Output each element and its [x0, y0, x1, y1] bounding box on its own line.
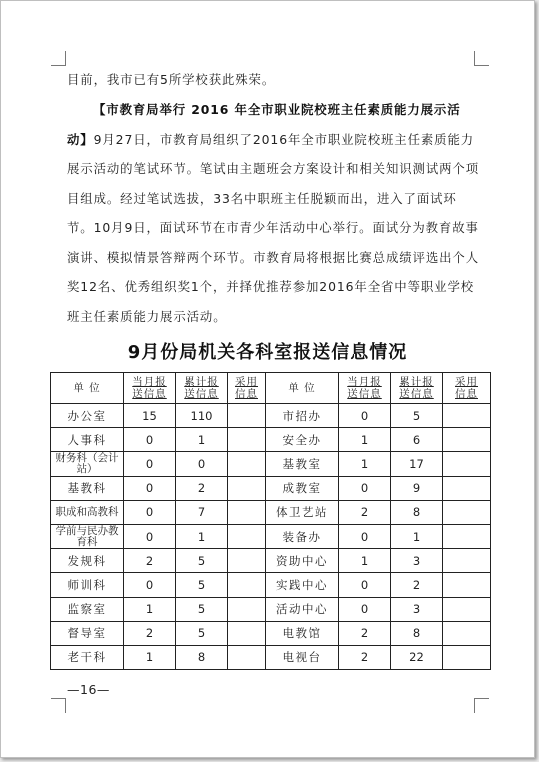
- table-row: [51, 476, 491, 500]
- adopted-cell: [443, 549, 491, 573]
- monthly-cell: 1: [339, 428, 391, 452]
- cumulative-cell: 5: [176, 573, 228, 597]
- cumulative-cell: 5: [176, 597, 228, 621]
- table-row: [51, 573, 491, 597]
- page-number: —16—: [67, 682, 110, 697]
- table-row: [51, 500, 491, 524]
- cumulative-cell: 3: [391, 597, 443, 621]
- adopted-cell: [443, 645, 491, 669]
- unit-cell: 电视台: [266, 645, 339, 669]
- header-adopted: 采用信息: [228, 373, 266, 404]
- monthly-cell: 0: [124, 476, 176, 500]
- cumulative-cell: 22: [391, 645, 443, 669]
- adopted-cell: [228, 428, 266, 452]
- monthly-cell: 2: [339, 645, 391, 669]
- header-adopted: 采用信息: [443, 373, 491, 404]
- adopted-cell: [443, 476, 491, 500]
- unit-cell: 成教室: [266, 476, 339, 500]
- monthly-cell: 1: [124, 597, 176, 621]
- adopted-cell: [443, 621, 491, 645]
- header-unit: 单 位: [266, 373, 339, 404]
- cumulative-cell: 0: [176, 452, 228, 476]
- table-row: [51, 524, 491, 548]
- monthly-cell: 2: [124, 549, 176, 573]
- monthly-cell: 0: [339, 524, 391, 548]
- monthly-cell: 0: [124, 452, 176, 476]
- cumulative-cell: 1: [176, 428, 228, 452]
- cumulative-cell: 2: [176, 476, 228, 500]
- unit-cell: 活动中心: [266, 597, 339, 621]
- header-monthly: 当月报送信息: [339, 373, 391, 404]
- table-row: [51, 597, 491, 621]
- monthly-cell: 0: [124, 500, 176, 524]
- header-monthly: 当月报送信息: [124, 373, 176, 404]
- cumulative-cell: 17: [391, 452, 443, 476]
- unit-cell: 体卫艺站: [266, 500, 339, 524]
- unit-cell: 监察室: [51, 597, 124, 621]
- unit-cell: 实践中心: [266, 573, 339, 597]
- cumulative-cell: 3: [391, 549, 443, 573]
- adopted-cell: [443, 524, 491, 548]
- unit-cell: 资助中心: [266, 549, 339, 573]
- adopted-cell: [443, 452, 491, 476]
- monthly-cell: 15: [124, 404, 176, 428]
- adopted-cell: [228, 645, 266, 669]
- table-row: [51, 549, 491, 573]
- unit-cell: 职成和高教科: [51, 500, 124, 524]
- adopted-cell: [228, 452, 266, 476]
- news-body: 9月27日，市教育局组织了2016年全市职业院校班主任素质能力展示活动的笔试环节。笔试由主题班会方案设计和相关知识测试两个项目组成。经过笔试选拔，33名中职班主任脱颖而出，进入了面试环节。10月9日，面试环节在市青少年活动中心举行。面试分为教育故事演讲、模拟情景答辩两个环节。市教育局将根据比赛总成绩评选出个人奖12名、优秀组织奖1个，并择优推荐参加2016年全省中等职业学校班主任素质能力展示活动。: [67, 131, 480, 324]
- crop-mark-bottom-left: [51, 698, 66, 713]
- monthly-cell: 1: [339, 549, 391, 573]
- cumulative-cell: 6: [391, 428, 443, 452]
- cumulative-cell: 7: [176, 500, 228, 524]
- monthly-cell: 0: [339, 404, 391, 428]
- unit-cell: 督导室: [51, 621, 124, 645]
- unit-cell: 老干科: [51, 645, 124, 669]
- unit-cell: 基教室: [266, 452, 339, 476]
- monthly-cell: 0: [339, 476, 391, 500]
- unit-cell: 装备办: [266, 524, 339, 548]
- cumulative-cell: 5: [176, 549, 228, 573]
- adopted-cell: [443, 597, 491, 621]
- adopted-cell: [228, 500, 266, 524]
- adopted-cell: [228, 573, 266, 597]
- monthly-cell: 0: [124, 524, 176, 548]
- crop-mark-bottom-right: [474, 698, 489, 713]
- cumulative-cell: 5: [176, 621, 228, 645]
- monthly-cell: 0: [124, 573, 176, 597]
- adopted-cell: [228, 476, 266, 500]
- header-cumulative: 累计报送信息: [176, 373, 228, 404]
- adopted-cell: [443, 573, 491, 597]
- unit-cell: 学前与民办教育科: [51, 524, 124, 548]
- table-row: [51, 645, 491, 669]
- adopted-cell: [228, 549, 266, 573]
- header-unit: 单 位: [51, 373, 124, 404]
- cumulative-cell: 1: [391, 524, 443, 548]
- crop-mark-top-left: [51, 51, 66, 66]
- cumulative-cell: 9: [391, 476, 443, 500]
- table-row: [51, 452, 491, 476]
- report-table: [50, 372, 491, 670]
- header-cumulative: 累计报送信息: [391, 373, 443, 404]
- adopted-cell: [228, 597, 266, 621]
- crop-mark-top-right: [474, 51, 489, 66]
- monthly-cell: 2: [339, 500, 391, 524]
- table-header-row: [51, 373, 491, 404]
- adopted-cell: [228, 404, 266, 428]
- adopted-cell: [228, 524, 266, 548]
- paragraph-news: [67, 95, 479, 331]
- cumulative-cell: 5: [391, 404, 443, 428]
- unit-cell: 办公室: [51, 404, 124, 428]
- monthly-cell: 0: [124, 428, 176, 452]
- unit-cell: 财务科（会计站）: [51, 452, 124, 476]
- monthly-cell: 2: [124, 621, 176, 645]
- adopted-cell: [443, 428, 491, 452]
- table-row: [51, 428, 491, 452]
- unit-cell: 师训科: [51, 573, 124, 597]
- table-row: [51, 404, 491, 428]
- monthly-cell: 2: [339, 621, 391, 645]
- unit-cell: 人事科: [51, 428, 124, 452]
- monthly-cell: 1: [339, 452, 391, 476]
- cumulative-cell: 1: [176, 524, 228, 548]
- table-row: [51, 621, 491, 645]
- cumulative-cell: 110: [176, 404, 228, 428]
- unit-cell: 电教馆: [266, 621, 339, 645]
- cumulative-cell: 8: [176, 645, 228, 669]
- monthly-cell: 0: [339, 597, 391, 621]
- adopted-cell: [443, 404, 491, 428]
- adopted-cell: [228, 621, 266, 645]
- cumulative-cell: 2: [391, 573, 443, 597]
- monthly-cell: 0: [339, 573, 391, 597]
- unit-cell: 发规科: [51, 549, 124, 573]
- adopted-cell: [443, 500, 491, 524]
- cumulative-cell: 8: [391, 621, 443, 645]
- unit-cell: 基教科: [51, 476, 124, 500]
- unit-cell: 安全办: [266, 428, 339, 452]
- news-heading: 【市教育局举行 2016 年全市职业院校班主任素质能力展示活动】: [67, 102, 461, 147]
- cumulative-cell: 8: [391, 500, 443, 524]
- monthly-cell: 1: [124, 645, 176, 669]
- unit-cell: 市招办: [266, 404, 339, 428]
- table-title: 9月份局机关各科室报送信息情况: [127, 342, 408, 363]
- paragraph-intro: 目前，我市已有5所学校获此殊荣。: [67, 72, 276, 87]
